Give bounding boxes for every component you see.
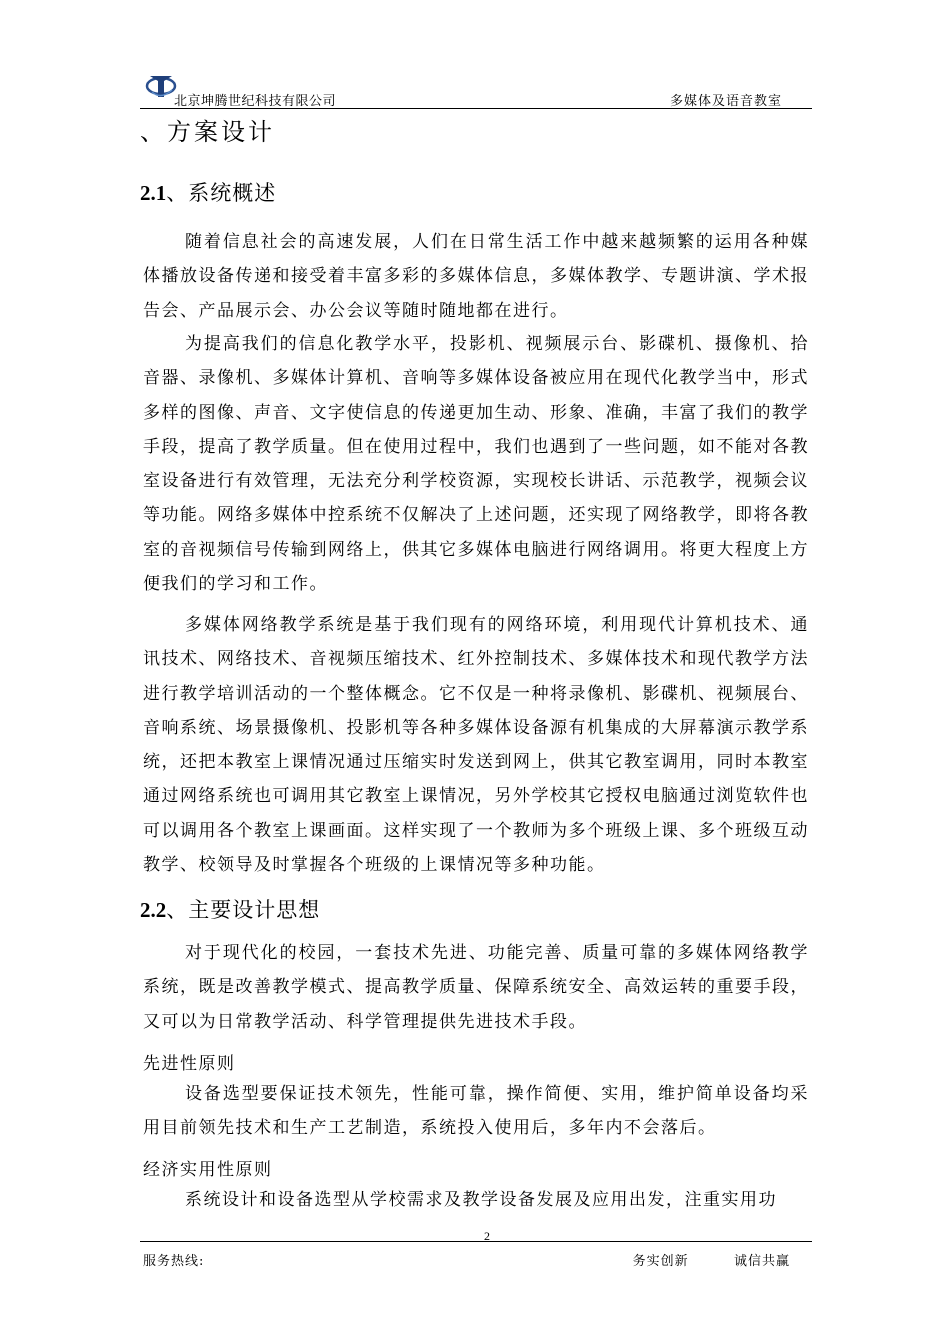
- footer-divider: [140, 1241, 812, 1242]
- heading-2-2: [140, 894, 320, 924]
- paragraph-overview-2: 为提高我们的信息化教学水平，投影机、视频展示台、影碟机、摄像机、拾音器、录像机、多媒体计算机、音响等多媒体设备被应用在现代化教学当中，形式多样的图像、声音、文字使信息的传递更加生动、形象、准确，丰富了我们的教学手段，提高了教学质量。但在使用过程中，我们也遇到了一些问题，如不能对各教室设备进行有效管理，无法充分利学校资源，实现校长讲话、示范教学，视频会议等功能。网络多媒体中控系统不仅解决了上述问题，还实现了网络教学，即将各教室的音视频信号传输到网络上，供其它多媒体电脑进行网络调用。将更大程度上方便我们的学习和工作。: [143, 334, 809, 595]
- page-number: 2: [484, 1229, 490, 1243]
- paragraph-design-intro: 对于现代化的校园，一套技术先进、功能完善、质量可靠的多媒体网络教学系统，既是改善教学模式、提高教学质量、保障系统安全、高效运转的重要手段，又可以为日常教学活动、科学管理提供先进技术手段。: [143, 943, 809, 1032]
- subheading-economic: 经济实用性原则: [143, 1160, 273, 1180]
- header-divider: [140, 108, 812, 109]
- section-title: 、方案设计: [140, 118, 275, 146]
- department-name: 多媒体及语音教室: [669, 94, 782, 109]
- heading-number: 2.1: [140, 181, 167, 205]
- paragraph-overview-1: 随着信息社会的高速发展，人们在日常生活工作中越来越频繁的运用各种媒体播放设备传递和接受着丰富多彩的多媒体信息，多媒体教学、专题讲演、学术报告会、产品展示会、办公会议等随时随地都在进行。: [143, 232, 809, 321]
- subheading-advanced: 先进性原则: [143, 1054, 236, 1074]
- paragraph-advanced: 设备选型要保证技术领先，性能可靠，操作简便、实用，维护简单设备均采用目前领先技术和生产工艺制造，系统投入使用后，多年内不会落后。: [143, 1084, 809, 1139]
- service-hotline: 服务热线:: [143, 1254, 205, 1269]
- heading-2-1: [140, 177, 276, 207]
- heading-number: 2.2: [140, 898, 167, 922]
- page-header: [140, 68, 812, 110]
- paragraph-overview-3: 多媒体网络教学系统是基于我们现有的网络环境，利用现代计算机技术、通讯技术、网络技术、音视频压缩技术、红外控制技术、多媒体技术和现代教学方法进行教学培训活动的一个整体概念。它不仅是一种将录像机、影碟机、视频展台、音响系统、场景摄像机、投影机等各种多媒体设备源有机集成的大屏幕演示教学系统，还把本教室上课情况通过压缩实时发送到网上，供其它教室调用，同时本教室通过网络系统也可调用其它教室上课情况，另外学校其它授权电脑通过浏览软件也可以调用各个教室上课画面。这样实现了一个教师为多个班级上课、多个班级互动教学、校领导及时掌握各个班级的上课情况等多种功能。: [143, 615, 809, 876]
- paragraph-economic: 系统设计和设备选型从学校需求及教学设备发展及应用出发，注重实用功: [185, 1190, 777, 1210]
- heading-text: 、系统概述: [166, 181, 277, 205]
- company-name: 北京坤腾世纪科技有限公司: [174, 94, 337, 109]
- company-logo-icon: [144, 70, 178, 100]
- heading-text: 、主要设计思想: [166, 898, 321, 922]
- company-motto: 务实创新 诚信共赢: [632, 1254, 790, 1269]
